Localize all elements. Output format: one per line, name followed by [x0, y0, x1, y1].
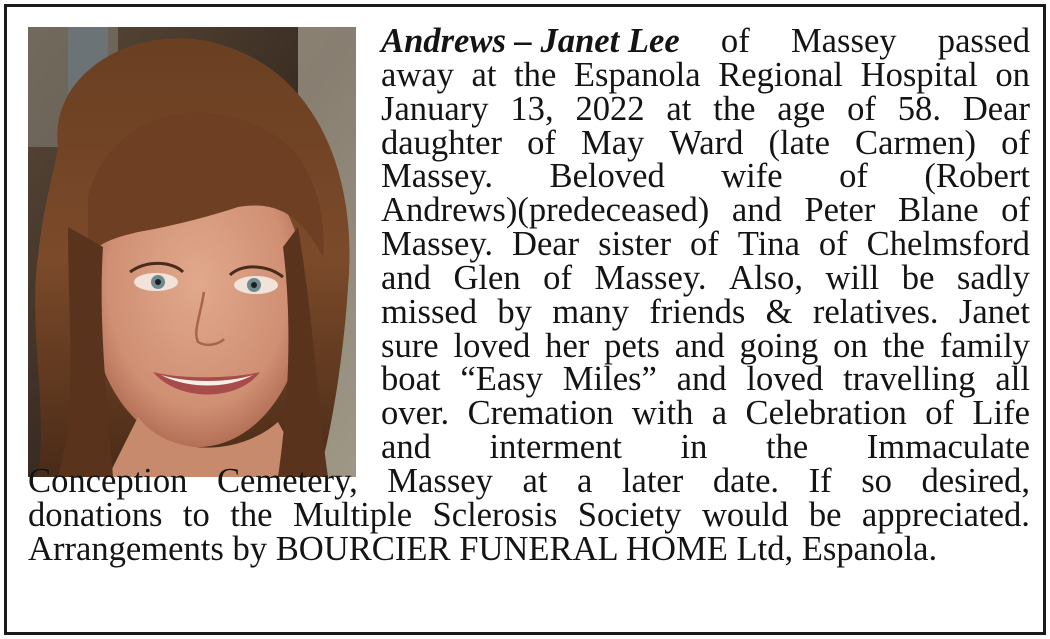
text-word: daughter	[381, 123, 502, 162]
text-line	[28, 529, 1030, 568]
text-word: missed	[381, 292, 478, 331]
text-word: donations	[28, 495, 163, 534]
text-word: of	[847, 89, 876, 128]
text-word: the	[514, 55, 557, 94]
text-line	[381, 258, 1030, 297]
text-word: Immaculate	[866, 428, 1030, 467]
text-word: Arrangements by BOURCIER FUNERAL HOME Ltd, Espanola.	[28, 529, 938, 568]
text-word: be	[901, 258, 935, 297]
text-word: Peter	[804, 191, 876, 230]
text-word: Miles”	[562, 360, 657, 399]
text-word: and	[674, 326, 725, 365]
text-word: so	[861, 461, 892, 500]
text-word: date.	[712, 461, 780, 500]
text-word: of	[1001, 191, 1030, 230]
text-word: Conception	[28, 461, 188, 500]
text-word: Glen	[453, 258, 521, 297]
text-word: and	[676, 360, 727, 399]
text-word: (Robert	[924, 157, 1030, 196]
text-word: and	[381, 258, 431, 297]
text-line	[381, 394, 1030, 433]
text-word: 13,	[510, 89, 554, 128]
text-word: desired,	[921, 461, 1030, 500]
text-word: May	[580, 123, 645, 162]
text-word: friends	[649, 292, 746, 331]
text-word: Chelmsford	[866, 225, 1030, 264]
text-word: Andrews)(predeceased)	[381, 191, 710, 230]
text-word: travelling	[843, 360, 976, 399]
text-word: Ward	[669, 123, 744, 162]
text-line	[381, 123, 1030, 162]
text-word: of	[839, 157, 868, 196]
text-word: loved	[453, 326, 531, 365]
text-word: the	[230, 495, 273, 534]
text-word: Carmen)	[855, 123, 977, 162]
text-word: Cemetery,	[216, 461, 358, 500]
text-line	[381, 225, 1030, 264]
text-word: age	[777, 89, 826, 128]
text-word: the	[882, 326, 925, 365]
text-word: at	[522, 461, 548, 500]
text-word: and	[381, 428, 431, 467]
text-line	[381, 428, 1030, 467]
text-word: on	[995, 55, 1030, 94]
text-word: Dear	[962, 89, 1030, 128]
text-word: at	[471, 55, 497, 94]
text-word: away	[381, 55, 454, 94]
text-word: Multiple	[292, 495, 413, 534]
text-word: interment	[489, 428, 622, 467]
text-word: Massey.	[381, 157, 494, 196]
text-word: Massey	[387, 461, 493, 500]
text-word: with	[631, 394, 694, 433]
text-word: going	[739, 326, 819, 365]
text-word: by	[497, 292, 532, 331]
text-word: passed	[937, 22, 1030, 60]
text-word: to	[182, 495, 210, 534]
text-line	[381, 89, 1030, 128]
text-word: over.	[381, 394, 450, 433]
text-word: Regional	[718, 55, 844, 94]
text-line	[381, 191, 1030, 230]
text-word: wife	[721, 157, 783, 196]
text-word: of	[690, 225, 719, 264]
text-word: Massey.	[594, 258, 707, 297]
text-word: and	[731, 191, 782, 230]
deceased-name: Andrews – Janet Lee	[381, 22, 680, 60]
text-line	[381, 292, 1030, 331]
text-line	[28, 495, 1030, 534]
text-word: &	[765, 292, 793, 331]
text-word: “Easy	[460, 360, 543, 399]
text-word: appreciated.	[861, 495, 1030, 534]
text-word: Tina	[737, 225, 800, 264]
text-line	[381, 55, 1030, 94]
obituary-notice	[4, 4, 1046, 635]
text-word: sure	[381, 326, 439, 365]
text-word: Also,	[729, 258, 803, 297]
text-word: If	[808, 461, 832, 500]
text-word: of	[818, 225, 848, 264]
text-word: Sclerosis	[432, 495, 558, 534]
text-word: Massey	[790, 22, 897, 60]
text-word: family	[939, 326, 1030, 365]
text-word: relatives.	[812, 292, 939, 331]
text-word: (late	[768, 123, 830, 162]
text-word: of	[543, 258, 572, 297]
text-word: the	[766, 428, 809, 467]
text-word: later	[621, 461, 684, 500]
text-word: her	[545, 326, 590, 365]
text-word: a	[711, 394, 728, 433]
text-word: 2022	[575, 89, 645, 128]
text-word: many	[552, 292, 630, 331]
text-word: Celebration	[745, 394, 907, 433]
text-word: on	[833, 326, 868, 365]
text-word: of	[925, 394, 954, 433]
text-word: Blane	[897, 191, 979, 230]
text-word: Janet	[958, 292, 1030, 331]
text-word: Cremation	[467, 394, 614, 433]
text-line	[28, 461, 1030, 500]
text-line	[381, 326, 1030, 365]
text-word: the	[713, 89, 756, 128]
text-word: Espanola	[573, 55, 701, 94]
text-word: of	[720, 22, 750, 60]
text-word: will	[825, 258, 880, 297]
text-line	[381, 157, 1030, 196]
text-word: boat	[381, 360, 441, 399]
text-word: sadly	[956, 258, 1030, 297]
text-word: Beloved	[549, 157, 665, 196]
text-word: January	[381, 89, 489, 128]
text-word: loved	[746, 360, 824, 399]
text-word: Society	[577, 495, 682, 534]
text-word: Life	[972, 394, 1030, 433]
text-word: Dear	[511, 225, 580, 264]
text-word: Hospital	[860, 55, 978, 94]
text-word: of	[527, 123, 556, 162]
text-word: at	[666, 89, 692, 128]
text-word: 58.	[897, 89, 941, 128]
text-word: Massey.	[381, 225, 494, 264]
obituary-text	[28, 22, 1030, 568]
text-word: would	[701, 495, 789, 534]
text-word: pets	[604, 326, 660, 365]
text-word: sister	[598, 225, 672, 264]
text-word: a	[576, 461, 593, 500]
text-word: of	[1001, 123, 1030, 162]
text-line	[381, 22, 1030, 60]
text-word: be	[808, 495, 842, 534]
text-word: all	[995, 360, 1030, 399]
text-word: in	[680, 428, 708, 467]
text-line	[381, 360, 1030, 399]
